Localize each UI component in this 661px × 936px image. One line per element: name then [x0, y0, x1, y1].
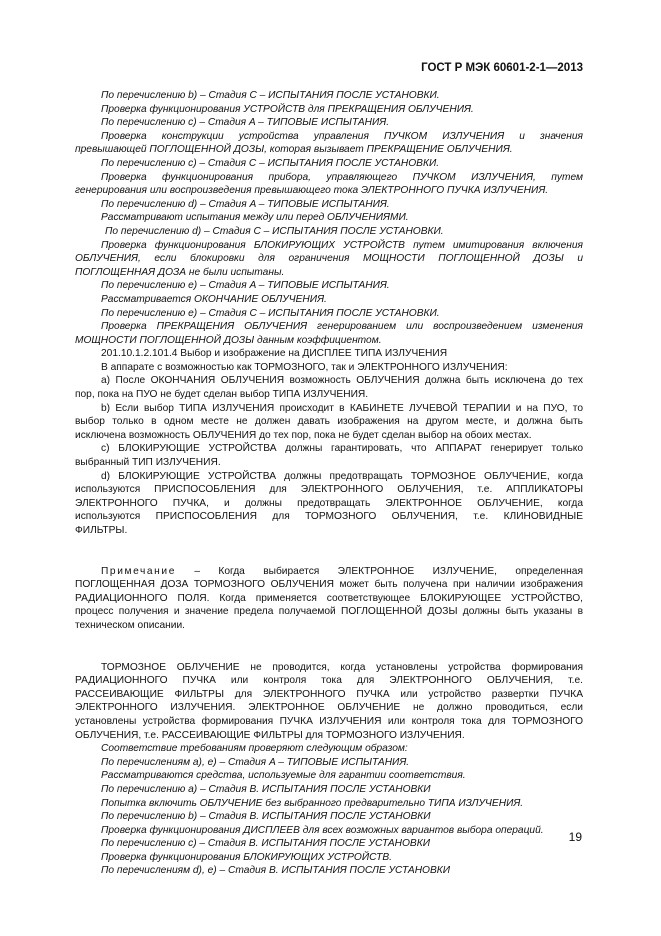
text-line: c) БЛОКИРУЮЩИЕ УСТРОЙСТВА должны гарантировать, что АППАРАТ генерирует только	[101, 443, 583, 455]
text-line: выбранный ТИП ИЗЛУЧЕНИЯ.	[75, 457, 221, 469]
document-header: ГОСТ Р МЭК 60601-2-1—2013	[421, 62, 583, 74]
text-line: Проверка функционирования БЛОКИРУЮЩИХ УСТРОЙСТВ путем имитирования включения	[101, 239, 583, 251]
text-line: ФИЛЬТРЫ.	[75, 525, 128, 536]
text-line: a) После ОКОНЧАНИЯ ОБЛУЧЕНИЯ возможность ОБЛУЧЕНИЯ должна быть исключена до тех	[101, 375, 583, 387]
text-line: ПОГЛОЩЕННАЯ ДОЗА ТОРМОЗНОГО ОБЛУЧЕНИЯ может быть получена при наличии изображения	[75, 579, 583, 591]
text-line: 201.10.1.2.101.4 Выбор и изображение на ДИСПЛЕЕ ТИПА ИЗЛУЧЕНИЯ	[101, 348, 448, 360]
paragraph-gap	[75, 538, 583, 565]
text-line: используются ПРИСПОСОБЛЕНИЯ для ЭЛЕКТРОННОГО ОБЛУЧЕНИЯ, т.е. АППЛИКАТОРЫ	[75, 484, 583, 496]
page-number: 19	[568, 830, 582, 844]
text-line: По перечислениям d), e) – Стадия B. ИСПЫТАНИЯ ПОСЛЕ УСТАНОВКИ	[101, 865, 451, 877]
text-line: По перечислениям a), e) – Стадия A – ТИПОВЫЕ ИСПЫТАНИЯ.	[101, 756, 410, 768]
text-line: Рассматривается ОКОНЧАНИЕ ОБЛУЧЕНИЯ.	[101, 293, 327, 305]
text-line: По перечислению b) – Стадия C – ИСПЫТАНИЯ ПОСЛЕ УСТАНОВКИ.	[101, 90, 440, 101]
paragraph-gap	[75, 633, 583, 661]
note-label: Примечание	[101, 565, 176, 577]
text-line: исключена возможность ОБЛУЧЕНИЯ до тех пор, пока не будет сделан выбор на обоих местах.	[75, 429, 532, 441]
text-line: ОБЛУЧЕНИЯ, т.е. РАССЕИВАЮЩИЕ ФИЛЬТРЫ для ТОРМОЗНОГО ИЗЛУЧЕНИЯ.	[75, 729, 465, 741]
text-line: Проверка функционирования УСТРОЙСТВ для ПРЕКРАЩЕНИЯ ОБЛУЧЕНИЯ.	[101, 103, 474, 115]
text-line: В аппарате с возможностью как ТОРМОЗНОГО, так и ЭЛЕКТРОННОГО ИЗЛУЧЕНИЯ:	[101, 361, 508, 373]
text-line: выбор только в одном месте не должен давать изображения на другом месте, и должна быть	[75, 416, 583, 428]
text-line: По перечислению c) – Стадия C – ИСПЫТАНИЯ ПОСЛЕ УСТАНОВКИ.	[101, 157, 440, 169]
text-line: Соответствие требованиям проверяют следующим образом:	[101, 743, 408, 755]
text-line: По перечислению d) – Стадия C – ИСПЫТАНИЯ ПОСЛЕ УСТАНОВКИ.	[105, 225, 444, 237]
text-line: Рассматриваются средства, используемые для гарантии соответствия.	[101, 770, 466, 782]
text-line: Рассматривают испытания между или перед ОБЛУЧЕНИЯМИ.	[101, 212, 409, 224]
text-line: превышающей ПОГЛОЩЕННОЙ ДОЗЫ, которая вызывает ПРЕКРАЩЕНИЕ ОБЛУЧЕНИЯ.	[75, 144, 513, 156]
text-line: МОЩНОСТИ ПОГЛОЩЕННОЙ ДОЗЫ данным коэффициентом.	[75, 334, 382, 346]
text-line: По перечислению d) – Стадия A – ТИПОВЫЕ ИСПЫТАНИЯ.	[101, 198, 390, 210]
note-text: – Когда выбирается ЭЛЕКТРОННОЕ ИЗЛУЧЕНИЕ, определенная	[194, 565, 583, 577]
text-line: Попытка включить ОБЛУЧЕНИЕ без выбранного предварительно ТИПА ИЗЛУЧЕНИЯ.	[101, 797, 524, 809]
text-line: процесс получения и значение предела получаемой ПОГЛОЩЕННОЙ ДОЗЫ должны быть указаны в	[75, 606, 583, 618]
text-line: пор, пока на ПУО не будет сделан выбор ТИПА ИЗЛУЧЕНИЯ.	[75, 389, 369, 401]
text-line: По перечислению e) – Стадия C – ИСПЫТАНИЯ ПОСЛЕ УСТАНОВКИ.	[101, 307, 440, 319]
text-line: ТОРМОЗНОЕ ОБЛУЧЕНИЕ не проводится, когда установлены устройства формирования	[101, 661, 583, 673]
text-line: РАССЕИВАЮЩИЕ ФИЛЬТРЫ для ЭЛЕКТРОННОГО ПУЧКА или устройство развертки ПУЧКА	[75, 688, 583, 700]
text-line: РАДИАЦИОННОГО ПОЛЯ. Когда применяется соответствующее БЛОКИРУЮЩЕЕ УСТРОЙСТВО,	[75, 592, 583, 604]
text-line: d) БЛОКИРУЮЩИЕ УСТРОЙСТВА должны предотвращать ТОРМОЗНОЕ ОБЛУЧЕНИЕ, когда	[101, 470, 583, 482]
page-body	[75, 89, 583, 878]
text-line: генерирования или воспроизведения превышающего тока ЭЛЕКТРОННОГО ПУЧКА ИЗЛУЧЕНИЯ.	[75, 185, 549, 197]
text-line: ПОГЛОЩЕННАЯ ДОЗА не были испытаны.	[75, 266, 285, 278]
text-line: Проверка ПРЕКРАЩЕНИЯ ОБЛУЧЕНИЯ генерированием или воспроизведением изменения	[101, 321, 583, 333]
text-line: ЭЛЕКТРОННОГО ИЗЛУЧЕНИЯ. ЭЛЕКТРОННОЕ ОБЛУЧЕНИЕ не должно проводиться, если	[75, 702, 583, 714]
text-line: По перечислению c) – Стадия B. ИСПЫТАНИЯ ПОСЛЕ УСТАНОВКИ	[101, 838, 431, 850]
text-line: b) Если выбор ТИПА ИЗЛУЧЕНИЯ происходит в КАБИНЕТЕ ЛУЧЕВОЙ ТЕРАПИИ и на ПУО, то	[101, 402, 583, 414]
text-line: установлены устройства формирования ПУЧКА ИЗЛУЧЕНИЯ или контроля тока для ТОРМОЗНОГО	[75, 715, 583, 727]
text-line: По перечислению b) – Стадия B. ИСПЫТАНИЯ ПОСЛЕ УСТАНОВКИ	[101, 811, 431, 823]
text-line: По перечислению c) – Стадия A – ТИПОВЫЕ ИСПЫТАНИЯ.	[101, 117, 390, 129]
text-line: используются ПРИСПОСОБЛЕНИЯ для ТОРМОЗНОГО ОБЛУЧЕНИЯ, т.е. КЛИНОВИДНЫЕ	[75, 511, 583, 523]
text-line: ЭЛЕКТРОННОГО ПУЧКА, и должны предотвращать ЭЛЕКТРОННОЕ ОБЛУЧЕНИЕ, когда	[75, 497, 583, 509]
text-line: Проверка функционирования прибора, управляющего ПУЧКОМ ИЗЛУЧЕНИЯ, путем	[101, 171, 583, 183]
text-line: Проверка конструкции устройства управления ПУЧКОМ ИЗЛУЧЕНИЯ и значения	[101, 130, 583, 142]
text-line: Проверка функционирования БЛОКИРУЮЩИХ УСТРОЙСТВ.	[101, 851, 393, 863]
text-line: Проверка функционирования ДИСПЛЕЕВ для всех возможных вариантов выбора операций.	[101, 824, 544, 836]
text-line: РАДИАЦИОННОГО ПУЧКА или контроля тока для ЭЛЕКТРОННОГО ОБЛУЧЕНИЯ, т.е.	[75, 675, 583, 687]
text-line	[75, 565, 583, 579]
text-line: По перечислению a) – Стадия B. ИСПЫТАНИЯ ПОСЛЕ УСТАНОВКИ	[101, 783, 431, 795]
text-line: техническом описании.	[75, 619, 186, 631]
text-line: По перечислению e) – Стадия A – ТИПОВЫЕ ИСПЫТАНИЯ.	[101, 280, 390, 292]
text-line: ОБЛУЧЕНИЯ, если блокировки для ограничения МОЩНОСТИ ПОГЛОЩЕННОЙ ДОЗЫ и	[75, 253, 583, 265]
